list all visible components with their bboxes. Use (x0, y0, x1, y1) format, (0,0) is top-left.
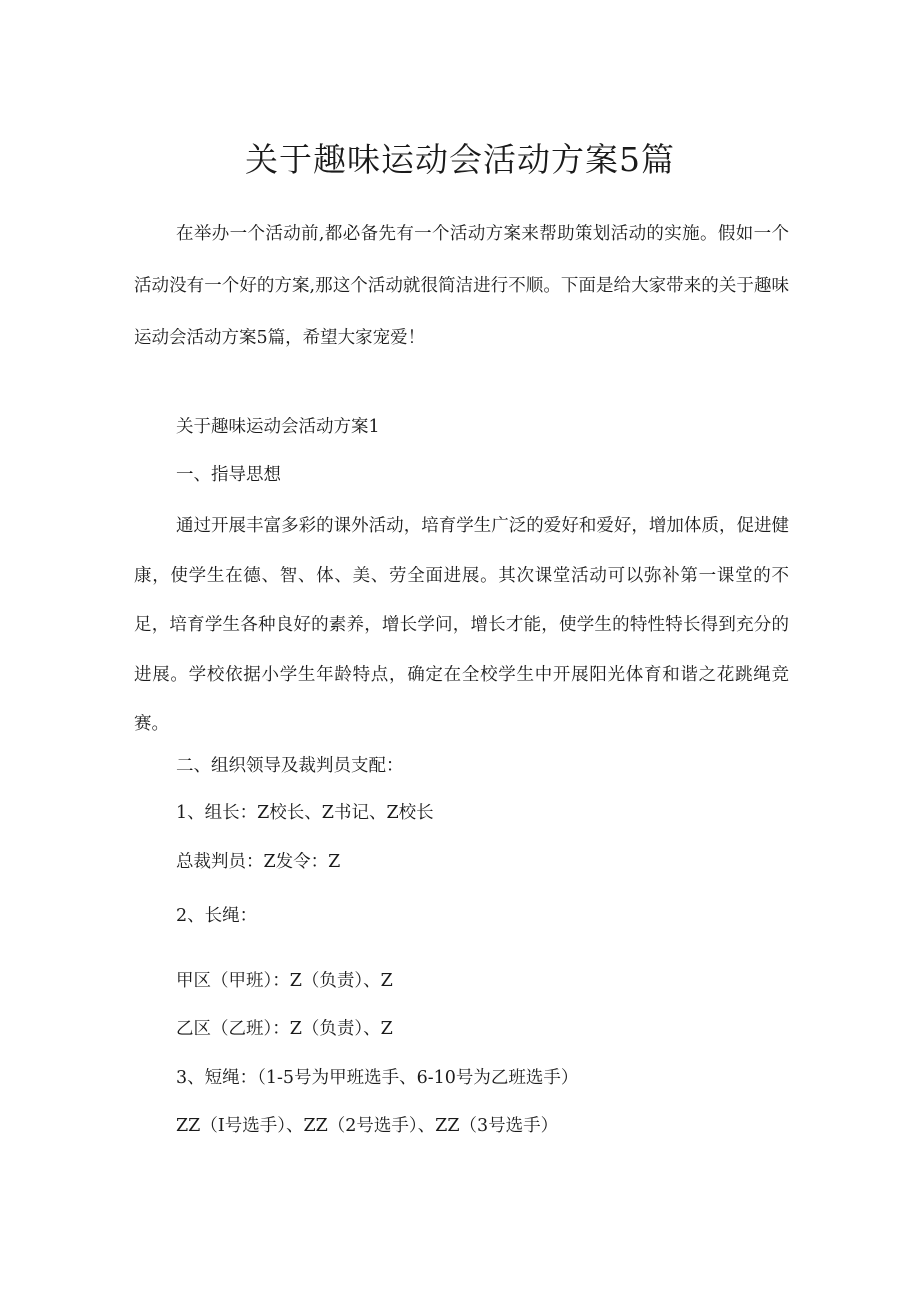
list-item-leaders: 1、组长：Z校长、Z书记、Z校长 (176, 803, 434, 823)
heading-guiding-ideology: 一、指导思想 (176, 465, 281, 485)
list-item-zone-b: 乙区（乙班）：Z（负责）、Z (176, 1019, 393, 1039)
list-item-short-rope-players: ZZ（I号选手）、ZZ（2号选手）、ZZ（3号选手） (176, 1116, 559, 1136)
guiding-ideology-paragraph: 通过开展丰富多彩的课外活动，培育学生广泛的爱好和爱好，增加体质，促进健康，使学生在德、智、体、美、劳全面进展。其次课堂活动可以弥补第一课堂的不足，培育学生各种良好的素养，增长学问，增长才能，使学生的特性特长得到充分的进展。学校依据小学生年龄特点，确定在全校学生中开展阳光体育和谐之花跳绳竞赛。 (134, 516, 789, 734)
document-title: 关于趣味运动会活动方案5篇 (245, 140, 675, 179)
section-title: 关于趣味运动会活动方案1 (176, 417, 380, 437)
list-item-short-rope: 3、短绳：（1-5号为甲班选手、6-10号为乙班选手） (176, 1068, 579, 1088)
heading-organization: 二、组织领导及裁判员支配： (176, 756, 404, 776)
intro-paragraph: 在举办一个活动前,都必备先有一个活动方案来帮助策划活动的实施。假如一个活动没有一个好的方案,那这个活动就很简洁进行不顺。下面是给大家带来的关于趣味运动会活动方案5篇，希望大家宠爱！ (134, 224, 789, 348)
list-item-referees: 总裁判员：Z发令：Z (176, 852, 341, 872)
list-item-zone-a: 甲区（甲班）：Z（负责）、Z (176, 971, 393, 991)
list-item-long-rope: 2、长绳： (176, 906, 258, 926)
